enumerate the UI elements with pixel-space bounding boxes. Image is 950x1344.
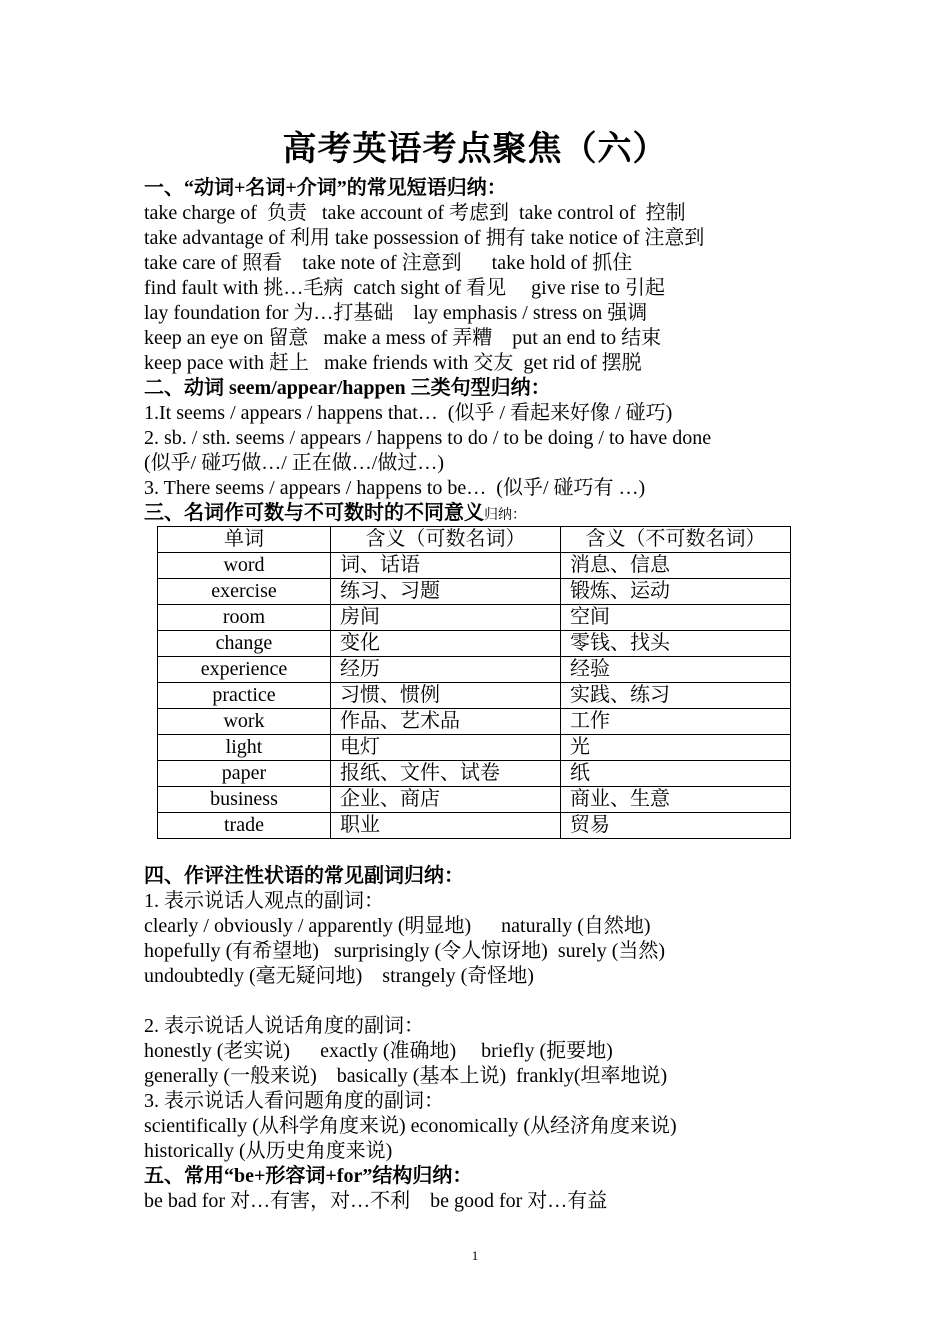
adverb-line: honestly (老实说) exactly (准确地) briefly (扼要地) xyxy=(144,1040,613,1062)
table-cell-uncountable: 纸 xyxy=(561,761,791,787)
table-cell-word: paper xyxy=(158,761,331,787)
spacer xyxy=(144,989,844,1014)
table-cell-countable: 企业、商店 xyxy=(331,787,561,813)
adverb-line: historically (从历史角度来说) xyxy=(144,1140,393,1162)
table-cell-countable: 报纸、文件、试卷 xyxy=(331,761,561,787)
table-row xyxy=(158,813,791,839)
table-cell-countable: 词、话语 xyxy=(331,553,561,579)
section-heading-4: 四、作评注性状语的常见副词归纳： xyxy=(144,865,464,887)
subsection-title: 3. 表示说话人看问题角度的副词： xyxy=(144,1090,444,1112)
phrase-line: keep pace with 赶上 make friends with 交友 get rid of 摆脱 xyxy=(144,352,642,374)
section-heading-5: 五、常用“be+形容词+for”结构归纳： xyxy=(144,1165,473,1187)
table-row xyxy=(158,579,791,605)
page-title: 高考英语考点聚焦（六） xyxy=(282,131,668,168)
table-row xyxy=(158,657,791,683)
pattern-line: 2. sb. / sth. seems / appears / happens to do / to be doing / to have done xyxy=(144,427,712,449)
table-cell-word: exercise xyxy=(158,579,331,605)
table-cell-uncountable: 光 xyxy=(561,735,791,761)
section-heading-1: 一、“动词+名词+介词”的常见短语归纳： xyxy=(144,177,507,199)
noun-meaning-table xyxy=(157,526,791,839)
section-heading-3-text: 三、名词作可数与不可数时的不同意义 xyxy=(144,502,484,524)
table-cell-uncountable: 贸易 xyxy=(561,813,791,839)
table-cell-uncountable: 锻炼、运动 xyxy=(561,579,791,605)
phrase-line: keep an eye on 留意 make a mess of 弄糟 put an end to 结束 xyxy=(144,327,662,349)
spacer xyxy=(144,839,844,864)
table-header-cell: 含义（不可数名词） xyxy=(561,527,791,553)
table-cell-word: trade xyxy=(158,813,331,839)
table-cell-countable: 电灯 xyxy=(331,735,561,761)
phrase-line: take care of 照看 take note of 注意到 take hold of 抓住 xyxy=(144,252,633,274)
structure-line: be bad for 对…有害，对…不利 be good for 对…有益 xyxy=(144,1190,608,1212)
table-cell-countable: 变化 xyxy=(331,631,561,657)
table-cell-word: business xyxy=(158,787,331,813)
table-header-row xyxy=(158,527,791,553)
table-cell-uncountable: 工作 xyxy=(561,709,791,735)
table-cell-word: practice xyxy=(158,683,331,709)
adverb-line: generally (一般来说) basically (基本上说) frankly(坦率地说) xyxy=(144,1065,668,1087)
adverb-line: undoubtedly (毫无疑问地) strangely (奇怪地) xyxy=(144,965,534,987)
table-cell-countable: 职业 xyxy=(331,813,561,839)
pattern-line: 3. There seems / appears / happens to be… (似乎/ 碰巧有 …) xyxy=(144,477,646,499)
phrase-line: lay foundation for 为…打基础 lay emphasis / stress on 强调 xyxy=(144,302,648,324)
table-cell-countable: 练习、习题 xyxy=(331,579,561,605)
table-header-cell: 含义（可数名词） xyxy=(331,527,561,553)
table-row xyxy=(158,553,791,579)
table-cell-word: word xyxy=(158,553,331,579)
pattern-line: 1.It seems / appears / happens that… (似乎 / 看起来好像 / 碰巧) xyxy=(144,402,673,424)
section-2-lines xyxy=(144,401,844,501)
table-cell-uncountable: 零钱、找头 xyxy=(561,631,791,657)
adverb-line: hopefully (有希望地) surprisingly (令人惊讶地) surely (当然) xyxy=(144,940,666,962)
table-cell-countable: 作品、艺术品 xyxy=(331,709,561,735)
table-cell-uncountable: 实践、练习 xyxy=(561,683,791,709)
table-cell-countable: 习惯、惯例 xyxy=(331,683,561,709)
section-heading-3-suffix: 归纳： xyxy=(484,508,526,523)
table-row xyxy=(158,683,791,709)
adverb-line: clearly / obviously / apparently (明显地) naturally (自然地) xyxy=(144,915,651,937)
phrase-line: take charge of 负责 take account of 考虑到 take control of 控制 xyxy=(144,202,686,224)
table-row xyxy=(158,787,791,813)
table-cell-uncountable: 经验 xyxy=(561,657,791,683)
table-row xyxy=(158,605,791,631)
adverb-line: scientifically (从科学角度来说) economically (从经济角度来说) xyxy=(144,1115,677,1137)
section-1-lines xyxy=(144,201,844,376)
content-body xyxy=(144,176,844,1214)
table-cell-word: change xyxy=(158,631,331,657)
page-number: 1 xyxy=(471,1248,479,1263)
table-cell-uncountable: 商业、生意 xyxy=(561,787,791,813)
table-cell-word: room xyxy=(158,605,331,631)
table-cell-countable: 房间 xyxy=(331,605,561,631)
table-cell-word: light xyxy=(158,735,331,761)
table-row xyxy=(158,631,791,657)
section-heading-2: 二、动词 seem/appear/happen 三类句型归纳： xyxy=(144,377,551,399)
table-cell-uncountable: 空间 xyxy=(561,605,791,631)
phrase-line: find fault with 挑…毛病 catch sight of 看见 give rise to 引起 xyxy=(144,277,666,299)
table-row xyxy=(158,761,791,787)
table-row xyxy=(158,735,791,761)
phrase-line: take advantage of 利用 take possession of 拥有 take notice of 注意到 xyxy=(144,227,705,249)
table-header-cell: 单词 xyxy=(158,527,331,553)
subsection-title: 1. 表示说话人观点的副词： xyxy=(144,890,384,912)
table-cell-word: experience xyxy=(158,657,331,683)
subsection-title: 2. 表示说话人说话角度的副词： xyxy=(144,1015,424,1037)
section-heading-3 xyxy=(144,501,844,526)
table-cell-countable: 经历 xyxy=(331,657,561,683)
table-row xyxy=(158,709,791,735)
pattern-line: (似乎/ 碰巧做…/ 正在做…/做过…) xyxy=(144,452,444,474)
table-cell-word: work xyxy=(158,709,331,735)
table-cell-uncountable: 消息、信息 xyxy=(561,553,791,579)
